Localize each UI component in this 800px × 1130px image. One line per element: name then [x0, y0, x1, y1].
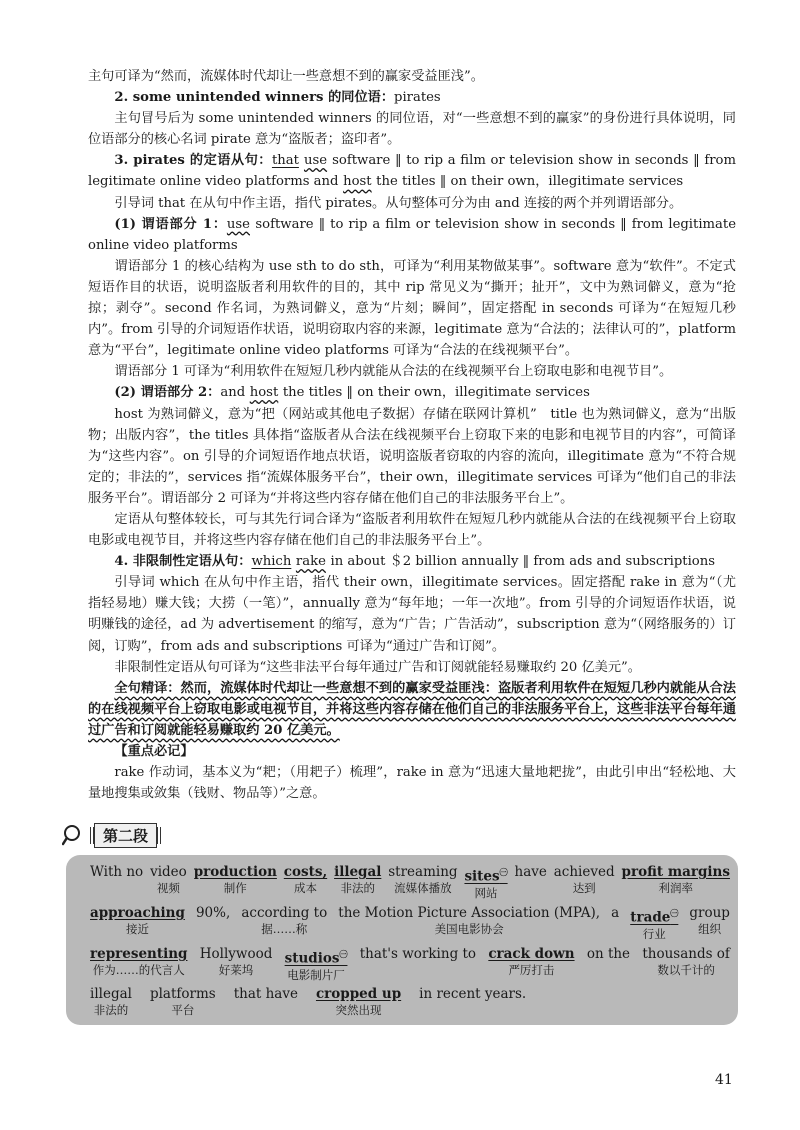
gloss-word — [241, 905, 327, 936]
gloss-english: video — [150, 864, 187, 880]
gloss-chinese: 视频 — [156, 881, 180, 895]
gloss-chinese: 行业 — [642, 926, 666, 941]
text: 谓语部分 1 可译为“利用软件在短短几秒内就能从合法的在线视频平台上窃取电影和电视节目”。 — [114, 364, 673, 380]
gloss-word — [284, 864, 327, 895]
gloss-english: representing — [90, 946, 188, 962]
gloss-english: 90%, — [195, 905, 231, 921]
full-translation — [88, 678, 736, 741]
gloss-chinese — [416, 963, 420, 977]
gloss-english: With no — [90, 864, 144, 880]
gloss-english: studios$^㊀$ — [284, 949, 348, 967]
gloss-chinese: 接近 — [125, 922, 149, 936]
key-point-heading — [88, 741, 736, 762]
heading — [88, 382, 736, 403]
gloss-english: achieved — [553, 864, 615, 880]
paragraph — [88, 572, 736, 656]
paragraph — [88, 256, 736, 361]
page-number: 41 — [715, 1072, 733, 1088]
gloss-english: production — [193, 864, 277, 880]
paragraph — [88, 762, 736, 804]
text: and — [220, 385, 246, 401]
section-title: 第二段 — [94, 823, 157, 848]
text: 非限制性定语从句可译为“这些非法平台每年通过广告和订阅就能轻易赚取约 20 亿美元”。 — [114, 659, 641, 675]
verb: host — [343, 174, 372, 190]
gloss-english: thousands of — [642, 946, 730, 962]
gloss-chinese: 电影制片厂 — [287, 967, 345, 982]
heading — [88, 87, 736, 108]
gloss-word — [150, 864, 187, 895]
text: 4. 非限制性定语从句： — [114, 554, 252, 570]
text: (1) 谓语部分 1： — [114, 216, 227, 232]
gloss-english: platforms — [149, 986, 216, 1002]
gloss-word — [285, 946, 348, 982]
gloss-chinese — [264, 1003, 268, 1017]
gloss-word — [200, 946, 273, 977]
text: rake 作动词，基本义为“耙；（用耙子）梳理”，rake in 意为“迅速大量地耙拢”，由此引申出“轻松地、大量地搜集或敛集（钱财、物品等）”之意。 — [88, 765, 736, 802]
relative-pronoun: that — [271, 153, 299, 169]
gloss-word — [388, 864, 457, 895]
text: 引导词 that 在从句中作主语，指代 pirates。从句整体可分为由 and 连接的两个并列谓语部分。 — [114, 195, 683, 211]
gloss-word — [622, 864, 730, 895]
relative-pronoun: which — [251, 554, 292, 570]
paragraph — [88, 404, 736, 509]
gloss-word — [90, 905, 185, 936]
gloss-chinese: 网站 — [474, 885, 498, 900]
text: host 为熟词僻义，意为“把（网站或其他电子数据）存储在联网计算机” title 也为熟词僻义，意为“出版物；出版内容”，the titles 具体指“盗版者从合法在线视频平台上窃取下来的电影和电视节目的内容”，可简译为“这些内容”。on 引导的介词短语作地点状语，说明盗版者窃取的内容的流向，illegitimate 意为“不符合规定的；非法的”，services 指“流媒体服务平台”，their own，illegitimate services 可译为“他们自己的非法服务平台”。谓语部分 2 可译为“并将这些内容存储在他们自己的非法服务平台上”。 — [88, 406, 736, 506]
gloss-english: on the — [586, 946, 631, 962]
gloss-line — [90, 946, 730, 982]
paragraph — [88, 509, 736, 551]
gloss-chinese: 组织 — [698, 922, 722, 936]
text: 定语从句整体较长，可与其先行词合译为“盗版者利用软件在短短几秒内就能从合法的在线视频平台上窃取电影或电视节目，并将这些内容存储在他们自己的非法服务平台上”。 — [88, 511, 736, 549]
gloss-word — [554, 864, 615, 895]
search-icon — [62, 823, 88, 847]
gloss-english: the Motion Picture Association (MPA), — [338, 905, 601, 921]
gloss-chinese: 作为……的代言人 — [92, 963, 185, 977]
gloss-english: in recent years. — [419, 986, 527, 1002]
heading — [88, 150, 736, 192]
gloss-chinese — [115, 881, 119, 895]
gloss-chinese: 利润率 — [658, 881, 693, 895]
gloss-english: Hollywood — [199, 946, 273, 962]
footnote-mark: ㊀ — [670, 908, 679, 918]
gloss-english: costs, — [283, 864, 328, 880]
gloss-chinese — [607, 963, 611, 977]
gloss-english: streaming — [388, 864, 458, 880]
text: 全句精译：然而，流媒体时代却让一些意想不到的赢家受益匪浅：盗版者利用软件在短短几秒内就能从合法的在线视频平台上窃取电影或电视节目，并将这些内容存储在他们自己的非法服务平台上，这些非法平台每年通过广告和订阅就能轻易赚取约 20 亿美元。 — [88, 680, 736, 738]
gloss-word — [360, 946, 476, 977]
gloss-english: illegal — [90, 986, 132, 1002]
gloss-word — [587, 946, 630, 977]
gloss-chinese: 非法的 — [93, 1003, 129, 1017]
text: 引导词 which 在从句中作主语，指代 their own，illegitimate services。固定搭配 rake in 意为“（尤指轻易地）赚大钱；大捞（一笔）”，annually 意为“每年地；一年一次地”。from 引导的介词短语作状语，说明赚钱的途径，ad 为 advertisement 的缩写，意为“广告；广告活动”，subscription 意为“（网络服务的）订阅，订购”，from ads and subscriptions 可译为“通过广告和订阅”。 — [88, 575, 736, 654]
gloss-word — [630, 905, 678, 941]
gloss-english: a — [611, 905, 620, 921]
gloss-chinese: 好莱坞 — [218, 963, 254, 977]
gloss-english: that have — [233, 986, 298, 1002]
text: the titles ‖ on their own，illegitimate services — [282, 385, 590, 401]
gloss-word — [642, 946, 730, 977]
gloss-english: illegal — [334, 864, 382, 880]
gloss-word — [689, 905, 730, 936]
gloss-line — [90, 986, 730, 1017]
gloss-line — [90, 905, 730, 941]
text: 2. some unintended winners 的同位语： — [114, 90, 394, 106]
gloss-chinese — [613, 922, 617, 936]
footnote-mark: ㊀ — [499, 867, 508, 877]
paragraph — [88, 361, 736, 382]
gloss-chinese: 平台 — [171, 1003, 195, 1017]
gloss-english: sites$^㊀$ — [464, 867, 508, 885]
gloss-word — [90, 986, 132, 1017]
gloss-chinese: 数以千计的 — [657, 963, 715, 977]
gloss-line — [90, 864, 730, 900]
text: (2) 谓语部分 2： — [114, 385, 221, 401]
text: 3. pirates 的定语从句： — [114, 153, 272, 169]
gloss-chinese: 突然出现 — [335, 1003, 382, 1017]
gloss-word — [464, 864, 507, 900]
section-header — [62, 822, 157, 848]
gloss-word — [488, 946, 574, 977]
text: in about ＄2 billion annually ‖ from ads and subscriptions — [330, 554, 716, 570]
text: 谓语部分 1 的核心结构为 use sth to do sth，可译为“利用某物做某事”。software 意为“软件”。不定式短语作目的状语，说明盗版者利用软件的目的，其中 rip 常见义为“撕开；扯开”，文中为熟词僻义，意为“抢掠；剥夺”。second 作名词，为熟词僻义，意为“片刻；瞬间”，固定搭配 in seconds 可译为“在短短几秒内”。from 引导的介词短语作状语，说明窃取内容的来源，legitimate 意为“合法的；法律认可的”，platform 意为“平台”，legitimate online video platforms 可译为“合法的在线视频平台”。 — [88, 258, 736, 359]
text: software ‖ to rip a film or television show in seconds ‖ from legitimate online video platforms — [88, 216, 737, 253]
gloss-chinese — [529, 881, 533, 895]
gloss-english: that's working to — [359, 946, 477, 962]
text: the titles ‖ on their own，illegitimate services — [376, 174, 684, 190]
text: 主句冒号后为 some unintended winners 的同位语，对“一些意想不到的赢家”的身份进行具体说明，同位语部分的核心名词 pirate 意为“盗版者；盗印者”。 — [88, 111, 736, 148]
gloss-word — [334, 864, 381, 895]
verb: use — [303, 153, 328, 169]
gloss-english: approaching — [90, 905, 185, 921]
paragraph — [88, 193, 736, 214]
gloss-word — [234, 986, 298, 1017]
gloss-chinese: 制作 — [223, 881, 247, 895]
gloss-english: cropped up — [315, 986, 402, 1002]
footnote-mark: ㊀ — [339, 949, 348, 959]
gloss-chinese: 美国电影协会 — [434, 922, 504, 936]
paragraph — [88, 108, 736, 150]
gloss-word — [338, 905, 600, 936]
heading — [88, 214, 736, 256]
gloss-word — [611, 905, 619, 936]
gloss-word — [419, 986, 526, 1017]
gloss-word — [196, 905, 230, 936]
paragraph — [88, 66, 736, 87]
gloss-chinese: 非法的 — [340, 881, 375, 895]
text: 主句可译为“然而，流媒体时代却让一些意想不到的赢家受益匪浅”。 — [88, 69, 484, 84]
gloss-chinese — [471, 1003, 475, 1017]
gloss-english: profit margins — [621, 864, 730, 880]
gloss-english: crack down — [488, 946, 575, 962]
gloss-word — [150, 986, 216, 1017]
gloss-word — [90, 864, 143, 895]
text: pirates — [394, 90, 441, 106]
verb: host — [249, 385, 279, 401]
verb: rake — [295, 554, 326, 570]
gloss-chinese — [211, 922, 215, 936]
gloss-chinese: 达到 — [572, 881, 596, 895]
paragraph — [88, 657, 736, 678]
text: software ‖ to rip a film or television show in seconds ‖ from legitimate online video platforms and — [88, 153, 736, 190]
gloss-chinese: 成本 — [293, 881, 317, 895]
gloss-chinese: 严厉打击 — [508, 963, 555, 977]
gloss-english: have — [514, 864, 547, 880]
gloss-chinese: 流媒体播放 — [394, 881, 452, 895]
gloss-word — [194, 864, 277, 895]
heading — [88, 551, 736, 572]
gloss-word — [316, 986, 401, 1017]
gloss-english: group — [689, 905, 730, 921]
text: 【重点必记】 — [114, 744, 194, 759]
gloss-english: trade$^㊀$ — [630, 908, 679, 926]
body-text — [88, 66, 736, 804]
gloss-chinese: 据……称 — [261, 922, 308, 936]
gloss-word — [515, 864, 547, 895]
gloss-english: according to — [241, 905, 328, 921]
gloss-word — [90, 946, 187, 977]
verb: use — [226, 216, 250, 232]
